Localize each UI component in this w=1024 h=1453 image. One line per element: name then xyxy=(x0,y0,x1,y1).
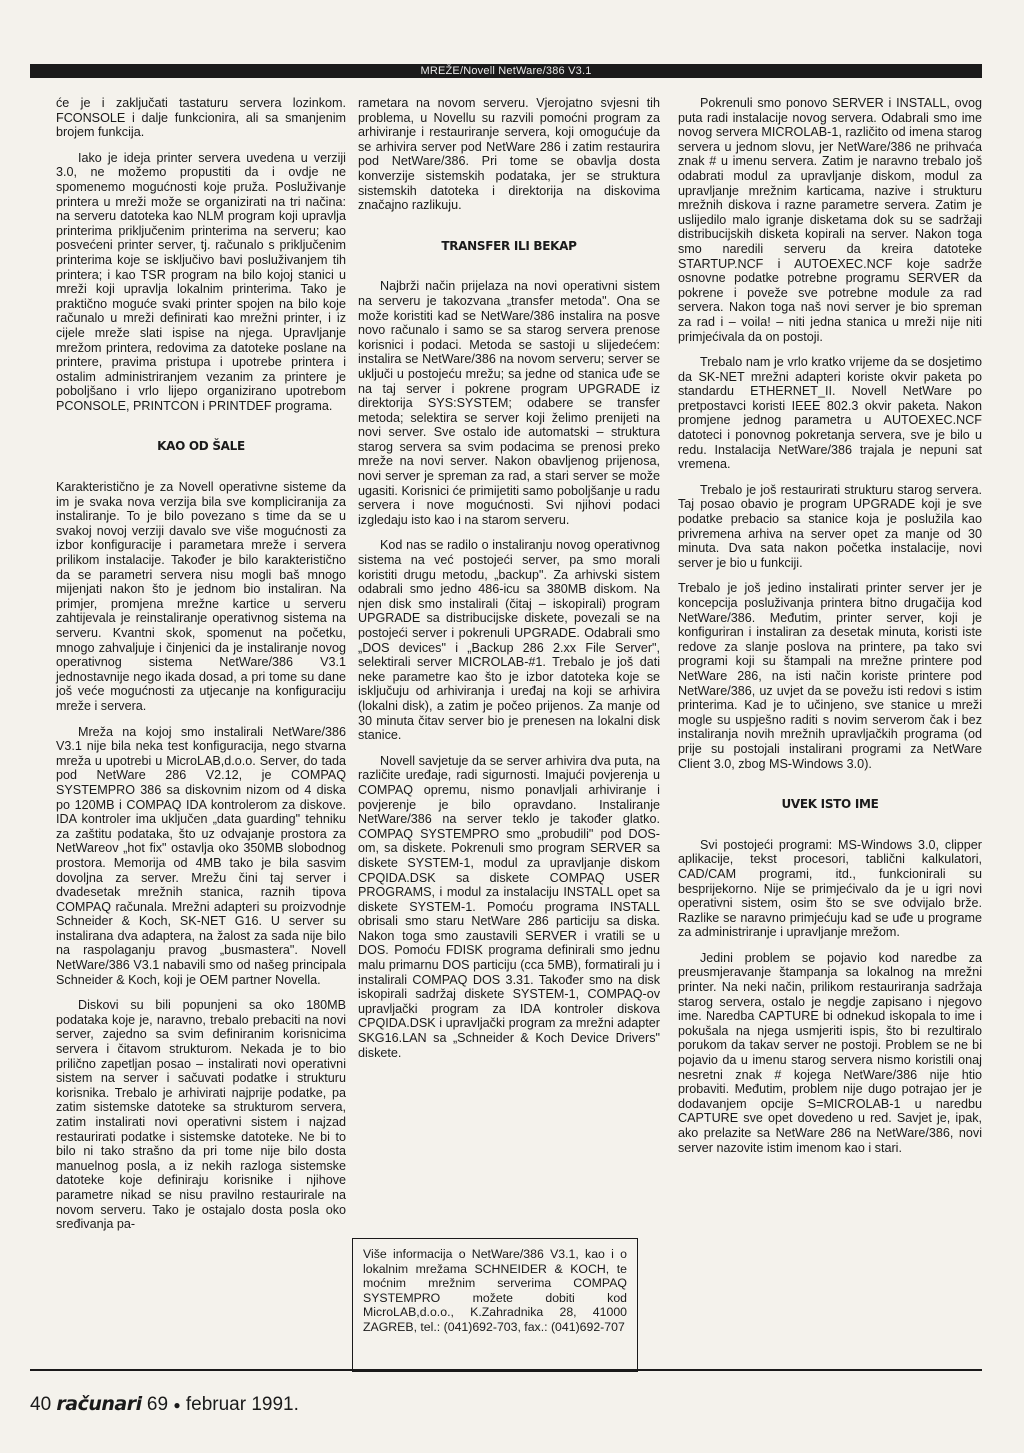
paragraph: Diskovi su bili popunjeni sa oko 180MB podataka koje je, naravno, trebalo prebaciti na novi server, zajedno sa svim definiranim korisnicima servera i čitavom strukturom. Nekada je to bio prilično zapetljan posao – instalirati novi operativni sistem na server i sačuvati podatke i strukturu korisnika. Trebalo je arhivirati najprije podatke, pa zatim sistemske datoteke sa strukturom servera, zatim instalirati novi operativni sistem i najzad restaurirati podatke i sistemske datoteke. Ne bi to bilo ni tako strašno da pri tome nije bilo dosta manuelnog posla, a iz nekih razloga sistemske datoteke koje definiraju korisnike i njihove parametre nikad se nisu pravilno restaurirale na novom serveru. Tako je ostajalo dosta posla oko sređivanja pa- xyxy=(56,998,346,1232)
paragraph: Iako je ideja printer servera uvedena u verziji 3.0, ne možemo propustiti da i ovdje ne spomenemo mogućnosti koje pruža. Posluživanje printera u mreži može se organizirati na tri načina: na serveru datoteka kao NLM program koji upravlja printerima priključenim printerima na serveru; kao posvećeni printer server, tj. računalo s priključenim printerima koje se isključivo bavi posluživanjem tih printera; i kao TSR program na bilo kojoj stanici u mreži koji upravlja lokalnim printerima. Tako je praktično moguće svaki printer spojen na bilo koje računalo u mreži definirati kao mrežni printer, i iz cijele mreže slati ispise na njega. Upravljanje mrežom printera, redovima za datoteke poslane na printere, pravima pristupa i upotrebe printera i ostalim administriranjem vezanim za printere je poboljšano i vrlo lijepo organizirano upotrebom PCONSOLE, PRINTCON i PRINTDEF programa. xyxy=(56,150,346,413)
magazine-logo: računari xyxy=(56,1393,142,1415)
paragraph: će je i zaključati tastaturu servera lozinkom. FCONSOLE i dalje funkcionira, ali sa smanjenim brojem funkcija. xyxy=(56,96,346,140)
subheading-transfer-ili-bekap: TRANSFER ILI BEKAP xyxy=(441,238,577,253)
column-1 xyxy=(56,96,346,1243)
footer-rule xyxy=(30,1369,982,1371)
paragraph: Trebalo je još jedino instalirati printer server jer je koncepcija posluživanja printera bitno drugačija kod NetWare/386. Međutim, printer server, koji je konfiguriran i instaliran za desetak minuta, koristi iste redove za slanje poslova na printere, pa tako svi programi koji su štampali na mrežne printere pod NetWare 286, na isti način koriste printere pod NetWare/386, uz uvjet da se povežu isti redovi s istim printerima. Kad je to učinjeno, sve stanice u mreži mogle su uspješno raditi s novim serverom čak i bez instaliranja novih mrežnih upravljačkih programa (od prije su postojali instalirani programi za NetWare Client 3.0, zbog MS-Windows 3.0). xyxy=(678,581,982,771)
paragraph: Jedini problem se pojavio kod naredbe za preusmjeravanje štampanja sa lokalnog na mrežni printer. Na neki način, prilikom restauriranja sadržaja starog servera, ostalo je negdje zapisano i njegovo ime. Naredba CAPTURE bi odnekud iskopala to ime i pokušala na njega usmjeriti ispis, što bi rezultiralo porukom da takav server ne postoji. Problem se ne bi pojavio da u imenu starog servera nismo koristili onaj nesretni znak # kojega NetWare/386 nije htio probaviti. Međutim, problem nije dugo potrajao jer je dodavanjem opcije S=MICROLAB-1 u naredbu CAPTURE sve opet dovedeno u red. Savjet je, ipak, ako prelazite sa NetWare 286 na NetWare/386, novi server nazovite istim imenom kao i stari. xyxy=(678,950,982,1155)
info-box xyxy=(352,1238,638,1372)
issue-date: februar 1991. xyxy=(185,1394,299,1415)
subheading-kao-od-sale: KAO OD ŠALE xyxy=(157,439,245,454)
paragraph: Kod nas se radilo o instaliranju novog operativnog sistema na već postojeći server, pa smo morali koristiti drugu metodu, „backup". Za arhivski sistem odabrali smo jedno 486-icu sa 380MB diskom. Na njen disk smo instalirali (čitaj – iskopirali) program UPGRADE sa distribucijske diskete, povezali se na postojeći server i pokrenuli UPGRADE. Odabrali smo „DOS devices" i „Backup 286 2.xx File Server", selektirali server MICROLAB-#1. Trebalo je još dati neke parametre kao što je izbor datoteka koje se isključuju od arhiviranja i uređaj na koji se arhivira (lokalni disk), a zatim je počeo prijenos. Za manje od 30 minuta čitav server bio je prenesen na lokalni disk stanice. xyxy=(358,538,660,743)
paragraph: Pokrenuli smo ponovo SERVER i INSTALL, ovog puta radi instalacije novog servera. Odabrali smo ime novog servera MICROLAB-1, različito od imena starog servera u jednom slovu, jer NetWare/386 ne prihvaća znak # u imenu servera. Zatim je naravno trebalo još odabrati modul za upravljanje diskom, modul za upravljanje mrežnim karticama, nazive i strukturu mrežnih diskova i razne parametre servera. Zatim je uslijedilo malo igranje disketama dok su se sadržaji distribucijskih disketa kopirali na server. Nakon toga smo naredili serveru da kreira datoteke STARTUP.NCF i AUTOEXEC.NCF koje sadrže osnovne podatke potrebne programu SERVER da pokrene i poveže sve potrebne module za rad servera. Nakon toga naš novi server je bio spreman za rad i – voila! – niti jedna stanica u mreži nije niti primjećivala da on postoji. xyxy=(678,96,982,344)
paragraph: rametara na novom serveru. Vjerojatno svjesni tih problema, u Novellu su razvili pomoćni program za arhiviranje i restauriranje servera, koji omogućuje da se arhivira server pod NetWare 286 i zatim restaurira pod NetWare/386. Pri tome se obavlja dosta konverzije sistemskih podataka, jer se struktura sistemskih datoteka i direktorija na diskovima značajno razlikuju. xyxy=(358,96,660,213)
page-number: 40 xyxy=(30,1394,52,1415)
page-footer xyxy=(30,1393,299,1416)
paragraph: Novell savjetuje da se server arhivira dva puta, na različite uređaje, radi sigurnosti. Imajući povjerenja u COMPAQ opremu, nismo ponavljali arhiviranje i povjerenje je bilo opravdano. Instaliranje NetWare/386 na server teklo je također glatko. COMPAQ SYSTEMPRO smo „probudili" pod DOS-om, sa diskete. Pokrenuli smo program SERVER sa diskete SYSTEM-1, modul za upravljanje diskom CPQIDA.DSK sa diskete COMPAQ USER PROGRAMS, i modul za instalaciju INSTALL opet sa diskete SYSTEM-1. Pomoću programa INSTALL obrisali smo staru NetWare 286 particiju sa diska. Nakon toga smo zaustavili SERVER i vratili se u DOS. Pomoću FDISK programa definirali smo jednu malu primarnu DOS particiju (cca 5MB), formatirali ju i instalirali COMPAQ DOS 3.31. Također smo na disk iskopirali sadržaj diskete SYSTEM-1, COMPAQ-ov upravljački program za IDA kontroler diskova CPQIDA.DSK i upravljački program za mrežni adapter SKG16.LAN sa „Schneider & Koch Device Drivers" diskete. xyxy=(358,753,660,1060)
paragraph: Karakteristično je za Novell operativne sisteme da im je svaka nova verzija bila sve kompliciranija za instaliranje. To je bilo povezano s time da se u svakoj novoj verziji davalo sve više mogućnosti za izbor konfiguracije i parametara mreže i servera prilikom instalacije. Također je bilo karakteristično da se parametri servera nisu mogli baš mnogo mijenjati nakon što je jednom bio instaliran. Na primjer, promjena mrežne kartice u serveru zahtijevala je reinstaliranje operativnog sistema na serveru. Kvantni skok, spomenut na početku, mnogo zahvaljuje i činjenici da je instaliranje novog operativnog sistema NetWare/386 V3.1 jednostavnije nego ikada dosad, a pri tome su dane još veće mogućnosti za utjecanje na konfiguraciju mreže i servera. xyxy=(56,480,346,713)
subheading-uvek-isto-ime: UVEK ISTO IME xyxy=(781,797,879,812)
column-2 xyxy=(358,96,660,1071)
paragraph: Trebalo je još restaurirati strukturu starog servera. Taj posao obavio je program UPGRADE koji je sve podatke prebacio sa stanice koja je poslužila kao privremena arhiva na server opet za manje od 30 minuta. Dva sata nakon početka instalacije, novi server je bio u funkciji. xyxy=(678,482,982,570)
bullet-separator: ● xyxy=(173,1397,181,1412)
issue-number: 69 xyxy=(146,1394,169,1415)
section-header: MREŽE/Novell NetWare/386 V3.1 xyxy=(30,64,982,78)
info-box-text: Više informacija o NetWare/386 V3.1, kao i o lokalnim mrežama SCHNEIDER & KOCH, te moćnim mrežnim serverima COMPAQ SYSTEMPRO možete dobiti kod MicroLAB,d.o.o., K.Zahradnika 28, 41000 ZAGREB, tel.: (041)692-703, fax.: (041)692-707 xyxy=(363,1247,627,1334)
paragraph: Najbrži način prijelaza na novi operativni sistem na serveru je takozvana „transfer metoda". Ona se može koristiti kad se NetWare/386 instalira na posve novo računalo i samo se sa starog servera prenose korisnici i podaci. Metoda se sastoji u slijedećem: instalira se NetWare/386 na novom serveru; server se uključi u postojeću mrežu; sa jedne od stanica uđe se na taj server i pokrene program UPGRADE iz direktorija SYS:SYSTEM; odabere se transfer metoda; selektira se server koji želimo prenijeti na novi server. Sve ostalo ide automatski – struktura starog servera sa svim podacima se prenosi preko mreže na novi server. Nakon obavljenog prijenosa, novi server je spreman za rad, a stari server se može ugasiti. Korisnici će primijetiti samo poboljšanje u radu servera i nove mogućnosti. Svi njihovi podaci izgledaju isto kao i na starom serveru. xyxy=(358,279,660,527)
paragraph: Mreža na kojoj smo instalirali NetWare/386 V3.1 nije bila neka test konfiguracija, nego stvarna mreža u upotrebi u MicroLAB,d.o.o. Server, do tada pod NetWare 286 V2.12, je COMPAQ SYSTEMPRO 386 sa diskovnim nizom od 4 diska po 120MB i COMPAQ IDA kontrolerom za diskove. IDA kontroler ima uključen „data guarding" tehniku za zaštitu podataka, što uz odvajanje prostora za NetWareov „hot fix" ostavlja oko 350MB slobodnog prostora. Memorija od 4MB tako je bila sasvim dovoljna za server. Mrežu čini taj server i dvadesetak mrežnih stanica, raznih tipova COMPAQ računala. Mrežni adapteri su proizvodnje Schneider & Koch, SK-NET G16. U server su instalirana dva adaptera, na žalost za sada nije bilo na raspolaganju pravog „busmastera". Novell NetWare/386 V3.1 nabavili smo od našeg principala Schneider & Koch, koji je OEM partner Novella. xyxy=(56,724,346,987)
column-3 xyxy=(678,96,982,1166)
paragraph: Svi postojeći programi: MS-Windows 3.0, clipper aplikacije, tekst procesori, tablični kalkulatori, CAD/CAM programi, itd., funkcionirali su besprijekorno. Nije se primjećivalo da je u igri novi operativni sistem, osim što se sve odvijalo brže. Razlike se naravno primjećuju kad se uđe u programe za administriranje i upravljanje mrežom. xyxy=(678,837,982,940)
paragraph: Trebalo nam je vrlo kratko vrijeme da se dosjetimo da SK-NET mrežni adapteri koriste okvir paketa po standardu ETHERNET_II. Novell NetWare po pretpostavci koristi IEEE 802.3 okvir paketa. Nakon promjene jednog parametra u AUTOEXEC.NCF datoteci i ponovnog pokretanja servera, sve je bilo u redu. Instalacija NetWare/386 trajala je nepuni sat vremena. xyxy=(678,355,982,472)
